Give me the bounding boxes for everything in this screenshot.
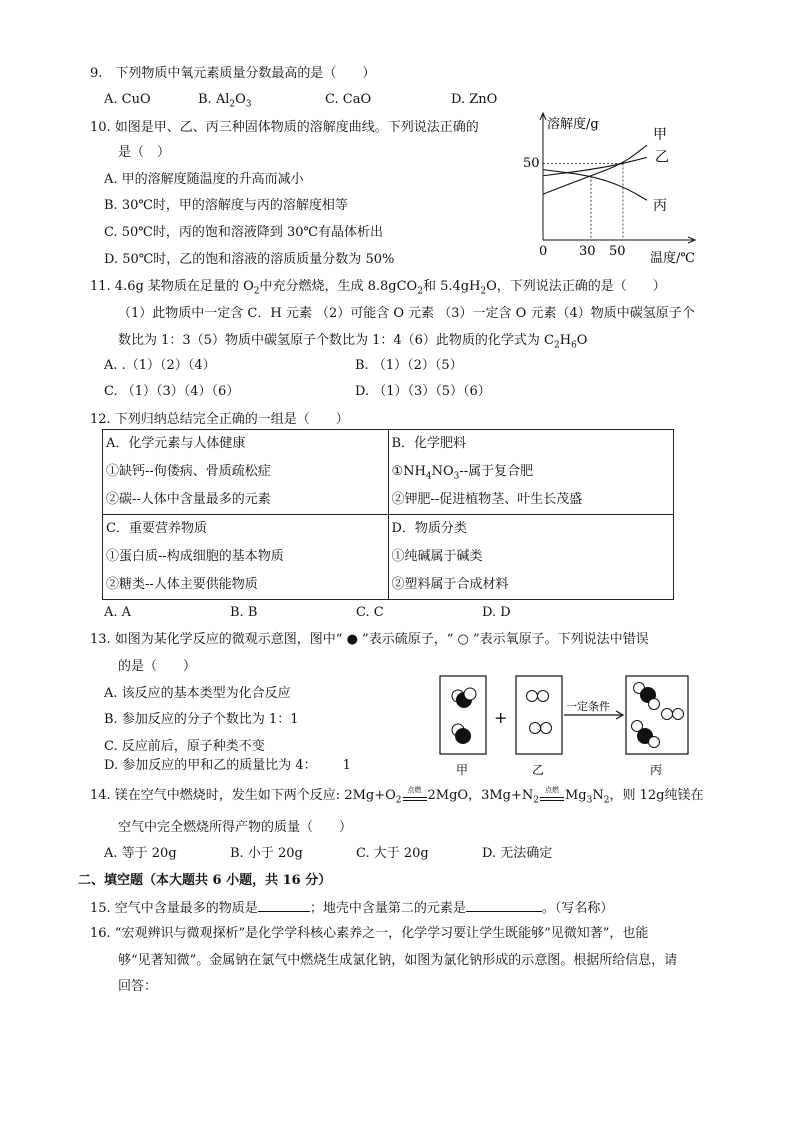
solubility-chart <box>515 110 715 268</box>
q10-stem-line1: 10. 如图是甲、乙、丙三种固体物质的溶解度曲线。下列说法正确的 <box>90 120 479 135</box>
q10-option-a: A. 甲的溶解度随温度的升高而减小 <box>104 172 304 187</box>
molecule-jia-2 <box>452 724 471 744</box>
q13-option-d: D. 参加反应的甲和乙的质量比为 4： 1 <box>104 758 351 773</box>
q15-blank-1[interactable] <box>258 899 310 912</box>
box-yi <box>516 676 562 754</box>
section-title: 二、填空题（本大题共 6 小题，共 16 分） <box>78 873 332 888</box>
q11-stem-line3: 数比为 1：3（5）物质中碳氢原子个数比为 1：4（6）此物质的化学式为 $C_2H_6O$ <box>118 333 588 351</box>
q16-stem-line3: 回答： <box>118 979 158 994</box>
q9-option-b: B. $Al_2O_3$ <box>198 92 252 110</box>
q10-option-d: D. 50℃时，乙的饱和溶液的溶质质量分数为 50% <box>104 252 395 267</box>
q14-option-d: D. 无法确定 <box>482 846 553 861</box>
q13-option-c: C. 反应前后，原子种类不变 <box>104 739 265 754</box>
q12-option-c: C. C <box>356 605 384 620</box>
q11-stem-line1: 11. 4.6g 某物质在足量的 $O_2$中充分燃烧，生成 8.8gCO$_2$和 $5.4gH_2O$，下列说法正确的是（ ） <box>90 279 666 297</box>
q11-option-a: A. .（1）（2）（4） <box>104 358 216 373</box>
q12-table <box>102 429 674 600</box>
reaction-condition-1: 点燃 <box>403 789 427 803</box>
y-axis-label: 溶解度/g <box>547 117 599 132</box>
q12-cell-a: A．化学元素与人体健康 ①缺钙--佝偻病、骨质疏松症 ②碳--人体中含量最多的元素 <box>103 430 389 515</box>
series-label-1: 乙 <box>655 149 669 166</box>
q9-option-a: A. CuO <box>104 92 151 107</box>
q12-option-b: B. B <box>230 605 258 620</box>
y-tick-50: 50 <box>523 156 540 171</box>
reaction-condition: 一定条件 <box>566 700 610 713</box>
q10-option-c: C. 50℃时，丙的饱和溶液降到 30℃有晶体析出 <box>104 225 384 240</box>
molecule-bing-1 <box>634 683 660 710</box>
q13-stem-line1: 13. 如图为某化学反应的微观示意图，图中“ ● ”表示硫原子，“ ○ ”表示氧原子。下列说法中错误 <box>90 632 649 647</box>
q11-option-d: D. （1）（3）（5）（6） <box>355 384 491 399</box>
series-label-0: 甲 <box>653 127 667 144</box>
molecule-jia-1 <box>452 688 476 708</box>
label-yi: 乙 <box>532 763 545 777</box>
plus-sign: + <box>494 708 508 727</box>
q15-blank-2[interactable] <box>466 899 542 912</box>
q12-cell-d: D．物质分类 ①纯碱属于碱类 ②塑料属于合成材料 <box>388 515 674 600</box>
q9-option-d: D. ZnO <box>451 92 498 107</box>
q9-stem: 9. 下列物质中氧元素质量分数最高的是（ ） <box>90 66 376 81</box>
q14-option-b: B. 小于 20g <box>230 846 303 861</box>
x-tick-0: 0 <box>539 244 548 259</box>
x-tick-50: 50 <box>609 244 626 259</box>
series-line-0 <box>543 145 647 194</box>
q16-stem-line2: 够“见著知微”。金属钠在氯气中燃烧生成氯化钠，如图为氯化钠形成的示意图。根据所给信息，请 <box>118 953 678 968</box>
reaction-diagram <box>432 670 702 782</box>
series-line-1 <box>543 157 647 175</box>
label-bing: 丙 <box>650 763 663 777</box>
q11-option-b: B. （1）（2）（5） <box>355 358 463 373</box>
q13-option-a: A. 该反应的基本类型为化合反应 <box>104 686 291 701</box>
molecule-yi-2 <box>530 723 552 734</box>
q10-option-b: B. 30℃时，甲的溶解度与丙的溶解度相等 <box>104 198 348 213</box>
q12-cell-c: C．重要营养物质 ①蛋白质--构成细胞的基本物质 ②糖类--人体主要供能物质 <box>103 515 389 600</box>
x-tick-30: 30 <box>579 244 596 259</box>
q15-stem: 15. 空气中含量最多的物质是 ；地壳中含量第二的元素是 。（写名称） <box>90 901 614 916</box>
molecule-yi-1 <box>527 691 549 702</box>
series-label-2: 丙 <box>653 198 667 215</box>
q9-option-c: C. CaO <box>325 92 372 107</box>
q11-stem-line2: （1）此物质中一定含 C．H 元素 （2）可能含 O 元素 （3）一定含 O 元素（4）物质中碳氢原子个 <box>118 306 695 321</box>
q11-option-c: C. （1）（3）（4）（6） <box>104 384 240 399</box>
q12-cell-b: B．化学肥料 $①NH_4NO_3--$属于复合肥 ②钾肥--促进植物茎、叶生长茂盛 <box>388 430 674 515</box>
q14-stem-line2: 空气中完全燃烧所得产物的质量（ ） <box>118 820 353 835</box>
q14-option-c: C. 大于 20g <box>356 846 429 861</box>
q13-stem-line2: 的是（ ） <box>118 659 197 674</box>
label-jia: 甲 <box>456 763 469 777</box>
q14-option-a: A. 等于 20g <box>104 846 177 861</box>
q14-stem-line1: 14. 镁在空气中燃烧时，发生如下两个反应: $2Mg+O_2$ 点燃 2MgO，$3Mg+N_2$ 点燃 $Mg_3N_2$，则 12g纯镁在 <box>90 785 704 806</box>
reaction-condition-2: 点燃 <box>540 789 564 803</box>
q12-stem: 12. 下列归纳总结完全正确的一组是（ ） <box>90 412 349 427</box>
x-axis-label: 温度/℃ <box>650 251 695 266</box>
q12-option-d: D. D <box>482 605 511 620</box>
molecule-bing-2 <box>662 709 684 720</box>
q10-stem-line2: 是（ ） <box>118 145 171 160</box>
q16-stem-line1: 16. “宏观辨识与微观探析”是化学学科核心素养之一，化学学习要让学生既能够“见微知著”，也能 <box>90 926 649 941</box>
q12-option-a: A. A <box>104 605 132 620</box>
molecule-bing-3 <box>632 721 660 748</box>
q13-option-b: B. 参加反应的分子个数比为 1：1 <box>104 712 299 727</box>
